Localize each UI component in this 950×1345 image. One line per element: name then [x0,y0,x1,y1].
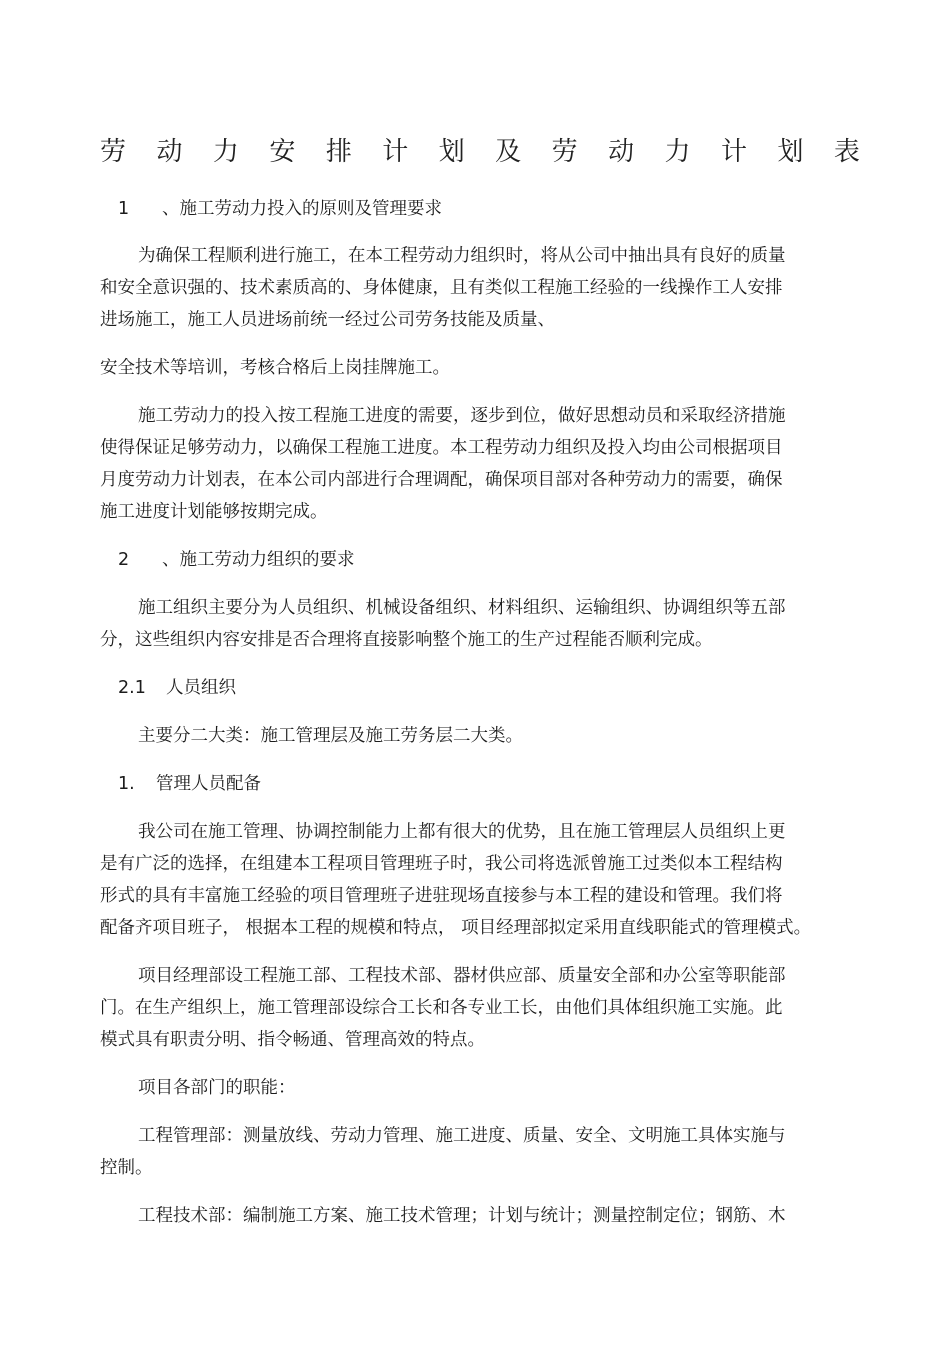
title-character: 安 [269,137,296,167]
section-1-heading [118,197,442,221]
paragraph-line: 是有广泛的选择，在组建本工程项目管理班子时，我公司将选派曾施工过类似本工程结构 [100,854,783,874]
paragraph-line: 分，这些组织内容安排是否合理将直接影响整个施工的生产过程能否顺利完成。 [100,630,713,650]
paragraph-line: 项目经理部设工程施工部、工程技术部、器材供应部、质量安全部和办公室等职能部 [138,966,786,986]
title-character: 计 [720,137,747,167]
section-2-1-heading [118,676,236,700]
paragraph-line: 工程管理部：测量放线、劳动力管理、施工进度、质量、安全、文明施工具体实施与 [138,1126,786,1146]
title-character: 动 [156,137,183,167]
title-character: 计 [382,137,409,167]
paragraph-line: 使得保证足够劳动力，以确保工程施工进度。本工程劳动力组织及投入均由公司根据项目 [100,438,783,458]
item-title: 管理人员配备 [156,774,261,794]
title-character: 力 [664,137,691,167]
item-1-heading [118,772,261,796]
section-title: 、施工劳动力组织的要求 [162,550,355,570]
item-number: 1. [118,774,135,794]
paragraph-line: 控制。 [100,1158,153,1178]
section-number: 2 [118,550,130,570]
paragraph-line: 为确保工程顺利进行施工，在本工程劳动力组织时，将从公司中抽出具有良好的质量 [138,246,786,266]
title-character: 力 [212,137,239,167]
section-title: 人员组织 [166,678,236,698]
paragraph-line: 施工劳动力的投入按工程施工进度的需要，逐步到位，做好思想动员和采取经济措施 [138,406,786,426]
paragraph-line: 项目各部门的职能： [138,1078,296,1098]
paragraph-line: 进场施工，施工人员进场前统一经过公司劳务技能及质量、 [100,310,555,330]
title-character: 劳 [551,137,578,167]
section-title: 、施工劳动力投入的原则及管理要求 [162,199,442,219]
paragraph-line: 工程技术部：编制施工方案、施工技术管理；计划与统计；测量控制定位；钢筋、木 [138,1206,786,1226]
title-character: 划 [777,137,804,167]
paragraph-line: 我公司在施工管理、协调控制能力上都有很大的优势，且在施工管理层人员组织上更 [138,822,786,842]
section-number: 2.1 [118,678,146,698]
paragraph-line: 和安全意识强的、技术素质高的、身体健康，且有类似工程施工经验的一线操作工人安排 [100,278,783,298]
paragraph-line: 模式具有职责分明、指令畅通、管理高效的特点。 [100,1030,485,1050]
paragraph-line: 主要分二大类：施工管理层及施工劳务层二大类。 [138,726,523,746]
title-character: 表 [833,137,860,167]
title-character: 划 [438,137,465,167]
paragraph-line: 门。在生产组织上，施工管理部设综合工长和各专业工长，由他们具体组织施工实施。此 [100,998,783,1018]
title-character: 及 [495,137,522,167]
section-number: 1 [118,199,130,219]
paragraph-line: 月度劳动力计划表，在本公司内部进行合理调配，确保项目部对各种劳动力的需要，确保 [100,470,783,490]
paragraph-line: 形式的具有丰富施工经验的项目管理班子进驻现场直接参与本工程的建设和管理。我们将 [100,886,783,906]
title-character: 动 [608,137,635,167]
paragraph-line: 配备齐项目班子， 根据本工程的规模和特点， 项目经理部拟定采用直线职能式的管理模式。 [100,918,812,938]
paragraph-line: 安全技术等培训，考核合格后上岗挂牌施工。 [100,358,450,378]
title-character: 排 [325,137,352,167]
page-title [100,134,860,170]
paragraph-line: 施工组织主要分为人员组织、机械设备组织、材料组织、运输组织、协调组织等五部 [138,598,786,618]
section-2-heading [118,548,355,572]
paragraph-line: 施工进度计划能够按期完成。 [100,502,328,522]
title-character: 劳 [100,137,127,167]
